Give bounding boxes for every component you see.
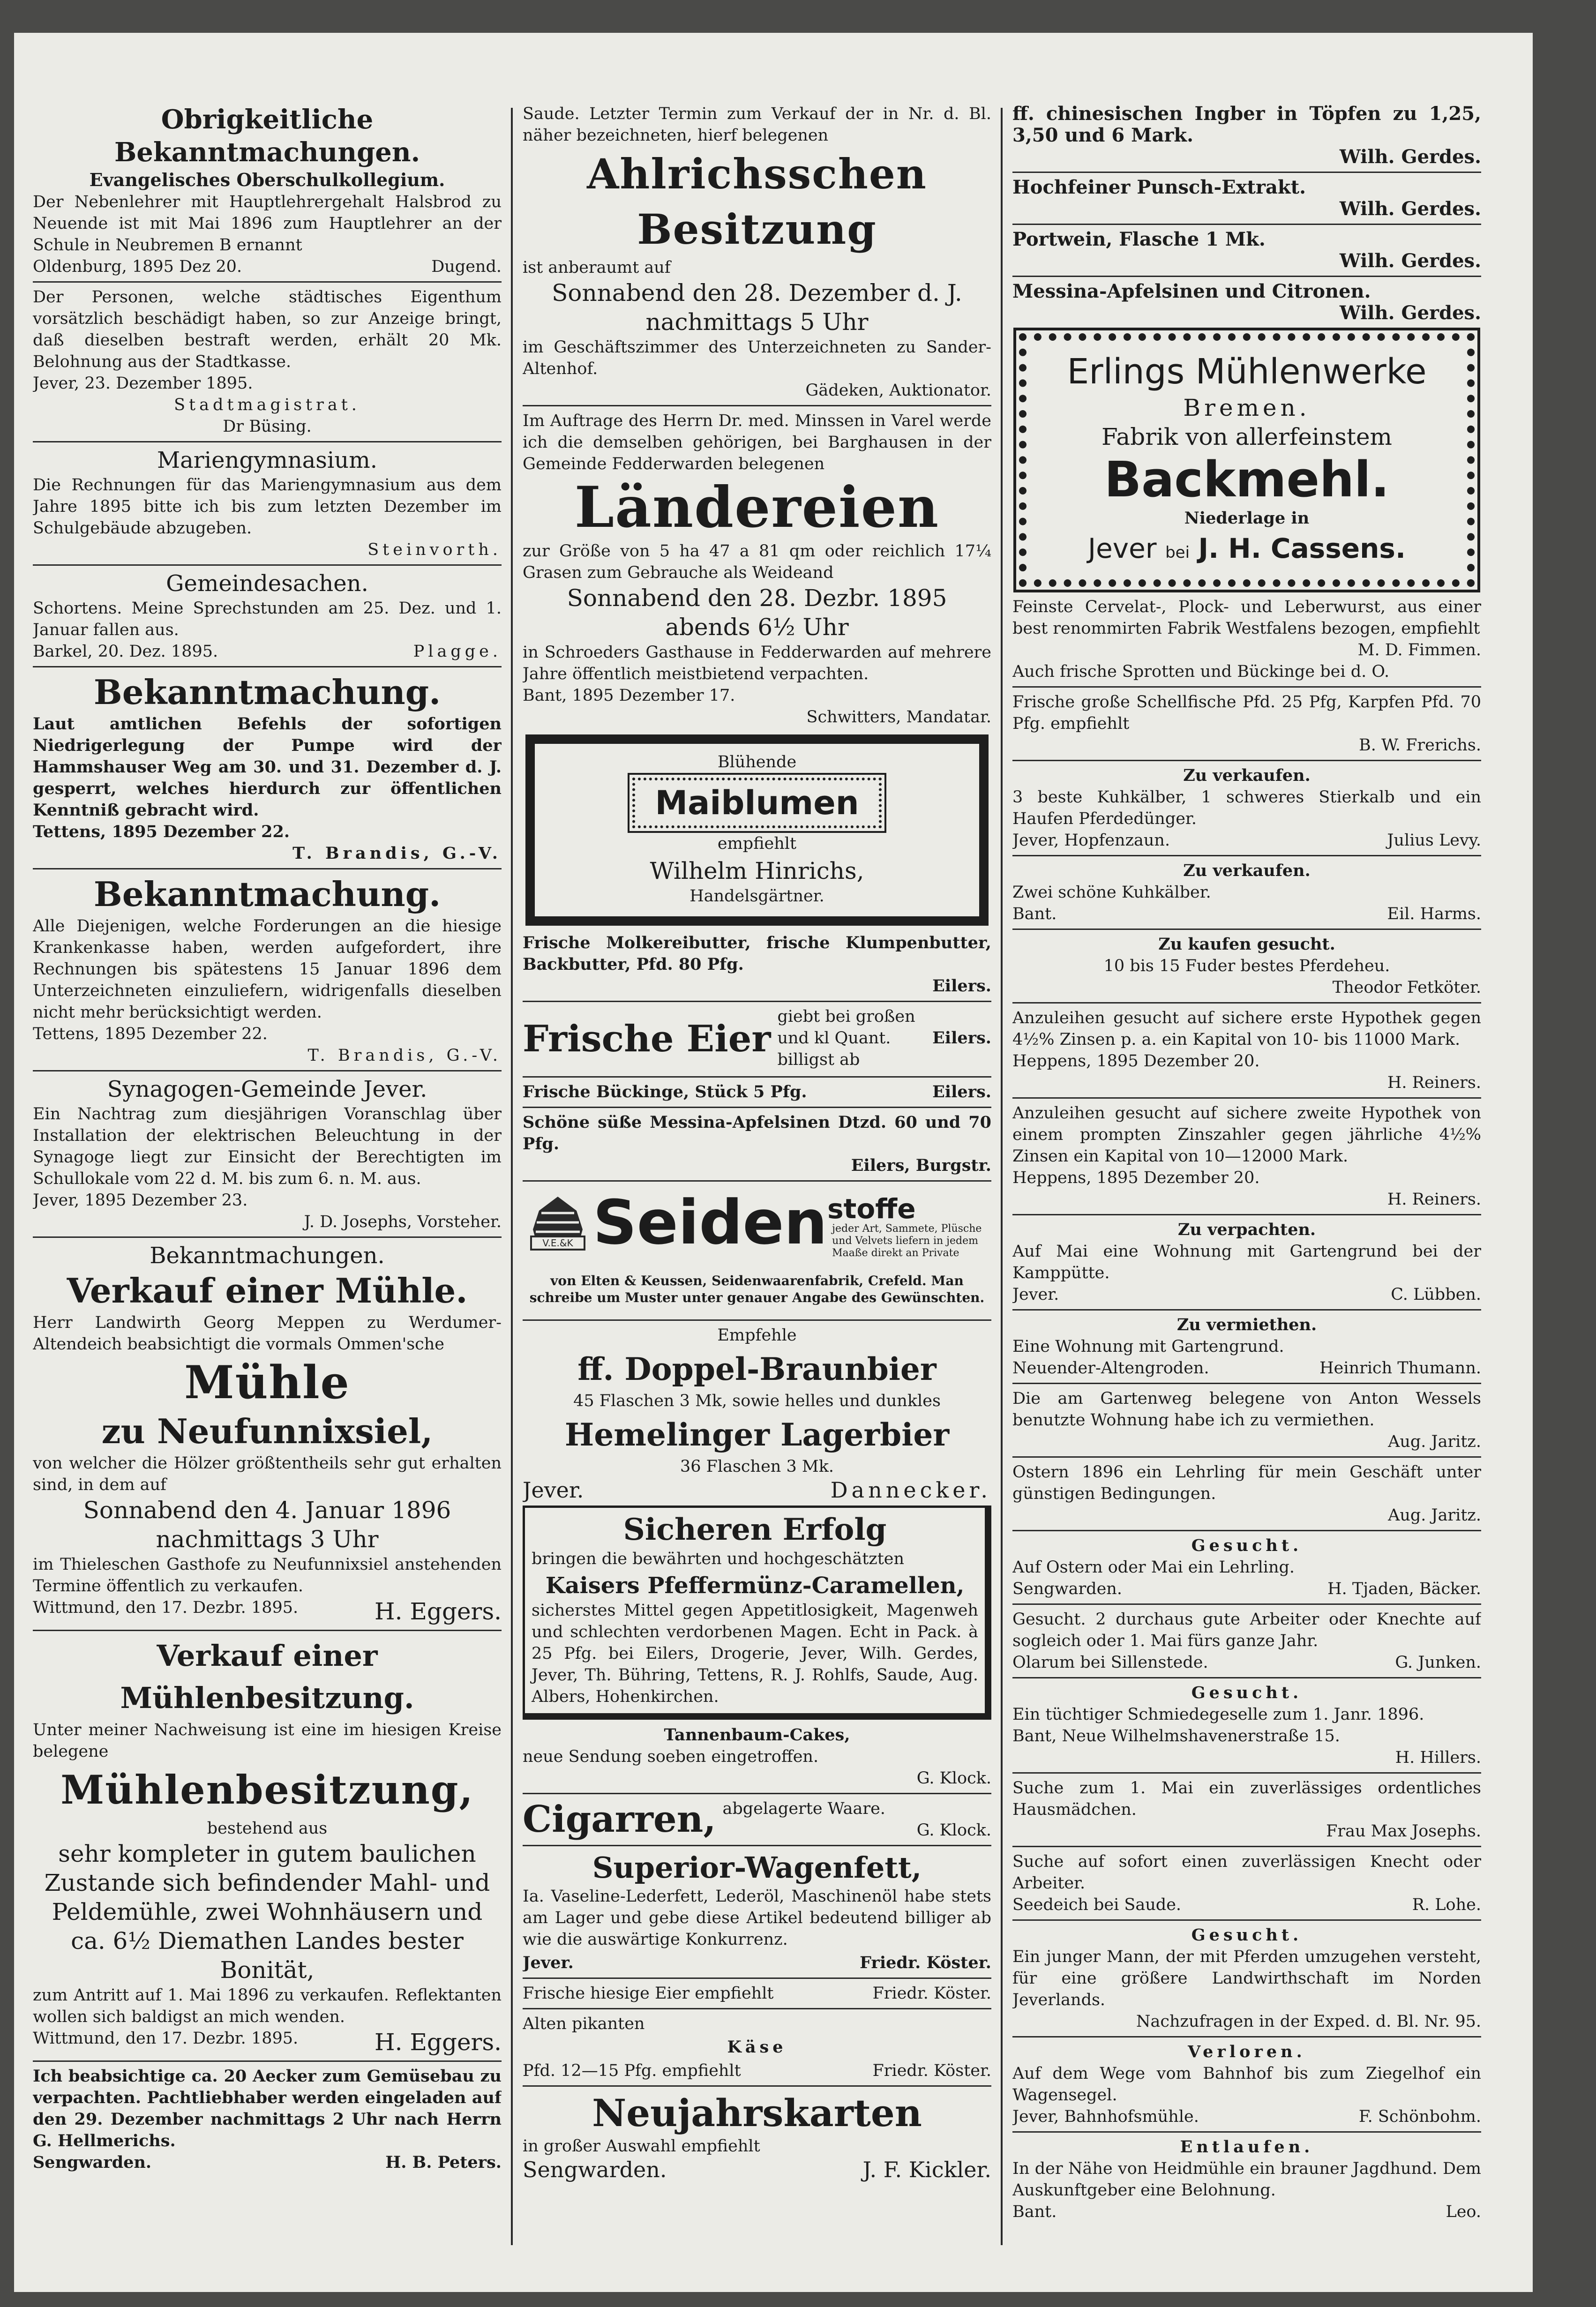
lost-notice: Verloren. Auf dem Wege vom Bahnhof bis zum Ziegelhof ein Wagensegel. Jever, Bahnhofsmühle. F. Schönbohm. — [1012, 2042, 1481, 2126]
divider — [523, 2008, 991, 2009]
new-year-cards-ad: Neujahrskarten in großer Auswahl empfiehlt Sengwarden. J. F. Kickler. — [523, 2091, 991, 2182]
divider — [33, 666, 502, 667]
announcement-heading: Bekanntmachung. — [93, 874, 441, 914]
divider — [33, 441, 502, 442]
divider — [33, 281, 502, 283]
eggs-ad: Frische Eier giebt bei großen und kl Quant. billigst ab Eilers. — [523, 1007, 991, 1069]
divider — [1012, 224, 1481, 225]
synagogue-notice: Ein Nachtrag zum diesjährigen Voranschlag über Installation der elektrischen Beleuchtung in der Synagoge liegt zur Einsicht der Berechtigten im Schullokale vom 22 d. M. bis zum 6. n. M. aus. Jever, 1895 Dezember 23. J. D. Josephs, Vorsteher. — [33, 1105, 502, 1231]
announcement-heading: Bekanntmachung. — [93, 672, 441, 712]
divider — [1012, 2036, 1481, 2037]
divider — [523, 1107, 991, 1108]
divider — [523, 1793, 991, 1794]
divider — [1012, 172, 1481, 173]
citrus-ad: Messina-Apfelsinen und Citronen. Wilh. Gerdes. — [1012, 280, 1481, 324]
local-eggs-ad: Frische hiesige Eier empfiehlt Friedr. Köster. — [523, 1984, 991, 2003]
mill-property-notice: Unter meiner Nachweisung ist eine im hiesigen Kreise belegene Mühlenbesitzung, bestehend aus sehr kompleter in gutem baulichen Zustande sich befindender Mahl- und Peldemühle, zwei Wohnhäusern und ca. 6½ Diemathen Landes bester Bonität, zum Antritt auf 1. Mai 1896 zu verkaufen. Reflektanten wollen sich baldigst an mich wenden. Wittmund, den 17. Dezbr. 1895. H. Eggers. — [33, 1721, 502, 2056]
official-notices-heading: Obrigkeitliche Bekanntmachungen. — [114, 104, 420, 168]
announcements-subheading: Bekanntmachungen. — [150, 1243, 385, 1269]
field-lease-notice: Ich beabsichtige ca. 20 Aecker zum Gemüsebau zu verpachten. Pachtliebhaber werden eingeladen auf den 29. Dezember nachmittags 2 Uhr nach Herrn G. Hellmerichs. Sengwarden. H. B. Peters. — [33, 2067, 502, 2172]
mill-sale-heading: Verkauf einer Mühle. — [67, 1271, 468, 1311]
divider — [1012, 929, 1481, 930]
wanted-baker-apprentice: Gesucht. Auf Ostern oder Mai ein Lehrling. Sengwarden. H. Tjaden, Bäcker. — [1012, 1536, 1481, 1598]
for-lease: Zu verpachten. Auf Mai eine Wohnung mit Gartengrund bei der Kamppütte. Jever. C. Lübben. — [1012, 1220, 1481, 1304]
mill-sale-notice: Herr Landwirth Georg Meppen zu Werdumer-Altendeich beabsichtigt die vormals Ommen'sche Mühle zu Neufunnixsiel, von welcher die Hölzer größtentheils sehr gut erhalten sind, in dem auf Sonnabend den 4. Januar 1896 nachmittags 3 Uhr im Thieleschen Gasthofe zu Neufunnixsiel anstehenden Termine öffentlich zu verkaufen. Wittmund, den 17. Dezbr. 1895. H. Eggers. — [33, 1313, 502, 1625]
column-rule — [1001, 108, 1003, 2245]
beehive-logo-icon — [523, 1192, 593, 1253]
divider — [523, 1001, 991, 1002]
column-middle — [523, 103, 991, 2278]
divider — [1012, 1603, 1481, 1605]
divider — [33, 564, 502, 566]
wanted-farmhand: Suche auf sofort einen zuverlässigen Knecht oder Arbeiter. Seedeich bei Saude. R. Lohe. — [1012, 1852, 1481, 1914]
divider — [523, 1076, 991, 1078]
for-sale-calves: Zu verkaufen. 3 beste Kuhkälber, 1 schweres Stierkalb und ein Haufen Pferdedünger. Jever, Hopfenzaun. Julius Levy. — [1012, 766, 1481, 850]
beer-ad: Empfehle ff. Doppel-Braunbier 45 Flaschen 3 Mk, sowie helles und dunkles Hemelinger Lagerbier 36 Flaschen 3 Mk. Jever. Dannecker. — [523, 1326, 991, 1503]
divider — [33, 1236, 502, 1238]
divider — [1012, 855, 1481, 856]
divider — [1012, 760, 1481, 761]
divider — [33, 2060, 502, 2062]
synagogue-heading: Synagogen-Gemeinde Jever. — [107, 1076, 427, 1102]
for-sale-calves-bant: Zu verkaufen. Zwei schöne Kuhkälber. Bant. Eil. Harms. — [1012, 861, 1481, 923]
cigars-ad: Cigarren, abgelagerte Waare. G. Klock. — [523, 1798, 991, 1841]
ginger-ad: ff. chinesischen Ingber in Töpfen zu 1,25, 3,50 und 6 Mark. Wilh. Gerdes. — [1012, 103, 1481, 168]
mill-property-heading: Verkauf einer Mühlenbesitzung. — [120, 1639, 414, 1715]
land-lease-notice: Im Auftrage des Herrn Dr. med. Minssen in Varel werde ich die demselben gehörigen, bei Barghausen in der Gemeinde Fedderwarden belegenen Ländereien zur Größe von 5 ha 47 a 81 qm oder reichlich 17¼ Grasen zum Gebrauche als Weideand Sonnabend den 28. Dezbr. 1895 abends 6½ Uhr in Schroeders Gasthause in Fedderwarden auf mehrere Jahre öffentlich meistbietend verpachten. Bant, 1895 Dezember 17. Schwitters, Mandatar. — [523, 412, 991, 727]
column-right — [1012, 103, 1481, 2278]
apartment-rent: Die am Gartenweg belegene von Anton Wessels benutzte Wohnung habe ich zu vermiethen. Aug. Jaritz. — [1012, 1389, 1481, 1451]
community-heading: Gemeindesachen. — [166, 570, 368, 597]
silk-word: Seiden — [593, 1187, 828, 1258]
divider — [1012, 276, 1481, 277]
wanted-young-man: Gesucht. Ein junger Mann, der mit Pferden umzugehen versteht, für eine größere Landwirthschaft im Norden Jeverlands. Nachzufragen in der Exped. d. Bl. Nr. 95. — [1012, 1925, 1481, 2031]
divider — [523, 1845, 991, 1846]
column-left — [33, 103, 502, 2278]
wanted-housemaid: Suche zum 1. Mai ein zuverlässiges ordentliches Hausmädchen. Frau Max Josephs. — [1012, 1779, 1481, 1841]
divider — [1012, 1214, 1481, 1215]
divider — [33, 868, 502, 869]
divider — [1012, 1097, 1481, 1099]
divider — [1012, 1456, 1481, 1458]
erlings-ad: Erlings Mühlenwerke Bremen. Fabrik von allerfeinstem Backmehl. Niederlage in Jever bei J. H. Cassens. — [1019, 333, 1475, 587]
divider — [1012, 1002, 1481, 1004]
lily-of-the-valley-ad: Blühende Maiblumen empfiehlt Wilhelm Hinrichs, Handelsgärtner. — [525, 734, 989, 926]
divider — [1012, 1383, 1481, 1384]
divider — [523, 1977, 991, 1979]
divider — [1012, 686, 1481, 688]
divider — [1012, 1772, 1481, 1774]
saude-notice: Saude. Letzter Termin zum Verkauf der in Nr. d. Bl. näher bezeichneten, hierf belegenen Ahlrichsschen Besitzung ist anberaumt auf Sonnabend den 28. Dezember d. J. nachmittags 5 Uhr im Geschäftszimmer des Unterzeichneten zu Sander-Altenhof. Gädeken, Auktionator. — [523, 105, 991, 400]
ev-notice: Der Nebenlehrer mit Hauptlehrergehalt Halsbrod zu Neuende ist mit Mai 1896 zum Hauptlehrer an der Schule in Neubremen B ernannt Oldenburg, 1895 Dez 20. Dugend. — [33, 193, 502, 276]
caramels-ad: Sicheren Erfolg bringen die bewährten und hochgeschätzten Kaisers Pfeffermünz-Caramellen, sicherstes Mittel gegen Appetitlosigkeit, Magenweh und schlechten verdorbenen Magen. Echt in Pack. à 25 Pfg. bei Eilers, Drogerie, Jever, Wilh. Gerdes, Jever, Th. Bühring, Tettens, R. J. Rohlfs, Saude, Aug. Albers, Hohenkirchen. — [523, 1506, 991, 1720]
punch-ad: Hochfeiner Punsch-Extrakt. Wilh. Gerdes. — [1012, 176, 1481, 220]
pump-notice: Laut amtlichen Befehls der sofortigen Niedrigerlegung der Pumpe wird der Hammshauser Weg am 30. und 31. Dezember d. J. gesperrt, welches hierdurch zur öffentlichen Kenntniß gebracht wird. Tettens, 1895 Dezember 22. T. Brandis, G.-V. — [33, 714, 502, 863]
wanted-hay: Zu kaufen gesucht. 10 bis 15 Fuder bestes Pferdeheu. Theodor Fetköter. — [1103, 935, 1481, 997]
bloaters-ad: Frische Bückinge, Stück 5 Pfg. Eilers. — [523, 1082, 991, 1101]
divider — [1012, 1677, 1481, 1678]
svg-text:V.E.&K: V.E.&K — [542, 1237, 573, 1249]
oranges-ad: Schöne süße Messina-Apfelsinen Dtzd. 60 und 70 Pfg. Eilers, Burgstr. — [523, 1113, 991, 1175]
divider — [523, 405, 991, 406]
divider — [1012, 1846, 1481, 1847]
port-wine-ad: Portwein, Flasche 1 Mk. Wilh. Gerdes. — [1012, 228, 1481, 272]
divider — [523, 2085, 991, 2087]
divider — [1012, 1309, 1481, 1311]
wagon-grease-ad: Superior-Wagenfett, Ia. Vaseline-Lederfett, Lederöl, Maschinenöl habe stets am Lager und gebe diese Artikel bedeutend billiger ab wie die auswärtige Konkurrenz. Jever. Friedr. Köster. — [523, 1850, 991, 1972]
butter-ad: Frische Molkereibutter, frische Klumpenbutter, Backbutter, Pfd. 80 Pfg. Eilers. — [523, 933, 991, 996]
schortens-notice: Schortens. Meine Sprechstunden am 25. Dez. und 1. Januar fallen aus. Barkel, 20. Dez. 1895. Plagge. — [33, 599, 502, 661]
runaway-dog-notice: Entlaufen. In der Nähe von Heidmühle ein brauner Jagdhund. Dem Auskunftgeber eine Belohnung. Bant. Leo. — [1012, 2137, 1481, 2221]
apprentice-wanted: Ostern 1896 ein Lehrling für mein Geschäft unter günstigen Bedingungen. Aug. Jaritz. — [1012, 1463, 1481, 1525]
newspaper-page — [14, 33, 1533, 2292]
divider — [1012, 2131, 1481, 2133]
silk-ad: V.E.&K Seiden stoffe jeder Art, Sammete, Plüsche und Velvets liefern in jedem Maaße direkt an Private von Elten & Keussen, Seidenwaarenfabrik, Crefeld. Man schreibe um Muster unter genauer Angabe des Gewünschten. — [523, 1185, 991, 1306]
wanted-smith: Gesucht. Ein tüchtiger Schmiedegeselle zum 1. Janr. 1896. Bant, Neue Wilhelmshavenerstraße 15. H. Hillers. — [1012, 1683, 1481, 1767]
cheese-ad: Alten pikanten Käse Pfd. 12—15 Pfg. empfiehlt Friedr. Köster. — [523, 2015, 991, 2080]
divider — [523, 1319, 991, 1321]
ev-heading: Evangelisches Oberschulkollegium. — [89, 169, 445, 190]
wanted-workers: Gesucht. 2 durchaus gute Arbeiter oder Knechte auf sogleich oder 1. Mai fürs ganze Jahr. Olarum bei Sillenstede. G. Junken. — [1012, 1610, 1481, 1672]
sausage-ad: Feinste Cervelat-, Plock- und Leberwurst, aus einer best renommirten Fabrik Westfalens bezogen, empfiehlt M. D. Fimmen. Auch frische Sprotten und Bückinge bei d. O. — [1012, 598, 1481, 681]
cakes-ad: Tannenbaum-Cakes, neue Sendung soeben eingetroffen. G. Klock. — [523, 1725, 991, 1788]
mortgage-first: Anzuleihen gesucht auf sichere erste Hypothek gegen 4½% Zinsen p. a. ein Kapital von 10- bis 11000 Mark. Heppens, 1895 Dezember 20. H. Reiners. — [1012, 1009, 1481, 1092]
fish-ad: Frische große Schellfische Pfd. 25 Pfg, Karpfen Pfd. 70 Pfg. empfiehlt B. W. Frerichs. — [1012, 693, 1481, 755]
divider — [1012, 1919, 1481, 1921]
divider — [33, 1630, 502, 1631]
gymnasium-notice: Die Rechnungen für das Mariengymnasium aus dem Jahre 1895 bitte ich bis zum letzten Dezember im Schulgebäude abzugeben. Steinvorth. — [33, 476, 502, 559]
health-insurance-notice: Alle Diejenigen, welche Forderungen an die hiesige Krankenkasse haben, werden aufgefordert, ihre Rechnungen bis spätestens 15 Januar 1896 dem Unterzeichneten einzuliefern, widrigenfalls dieselben nicht mehr berücksichtigt werden. Tettens, 1895 Dezember 22. T. Brandis, G.-V. — [33, 917, 502, 1065]
divider — [1012, 1530, 1481, 1531]
mortgage-second: Anzuleihen gesucht auf sichere zweite Hypothek von einem prompten Zinszahler gegen jährliche 4½% Zinsen ein Kapital von 10—12000 Mark. Heppens, 1895 Dezember 20. H. Reiners. — [1012, 1104, 1481, 1209]
column-rule — [511, 108, 513, 2245]
property-damage-notice: Der Personen, welche städtisches Eigenthum vorsätzlich beschädigt haben, so zur Anzeige bringt, daß dieselben bestraft werden, erhält 20 Mk. Belohnung aus der Stadtkasse. Jever, 23. Dezember 1895. Stadtmagistrat. Dr Büsing. — [33, 288, 502, 436]
for-rent: Zu vermiethen. Eine Wohnung mit Gartengrund. Neuender-Altengroden. Heinrich Thumann. — [1012, 1315, 1481, 1378]
gymnasium-heading: Mariengymnasium. — [157, 447, 377, 473]
divider — [33, 1070, 502, 1071]
divider — [523, 1180, 991, 1182]
